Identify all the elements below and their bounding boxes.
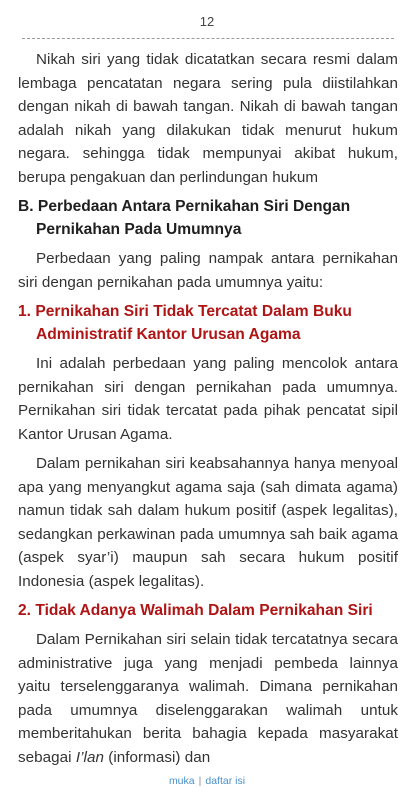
home-link[interactable]: muka	[168, 775, 195, 787]
table-of-contents-link[interactable]: daftar isi	[205, 775, 246, 787]
item2-text-after: (informasi) dan	[103, 748, 211, 766]
item2-text-before: Dalam Pernikahan siri selain tidak tercatatnya secara administrative juga yang menjadi pembeda lainnya yaitu terselenggaranya walimah. Dimana pernikahan pada umumnya diselenggarakan walimah untuk memberitahukan berita bahagia kepada masyarakat sebagai	[18, 631, 398, 766]
item1-paragraph-1: Ini adalah perbedaan yang paling mencolok antara pernikahan siri dengan pernikahan pada umumnya. Pernikahan siri tidak tercatat pada pihak pencatat sipil Kantor Urusan Agama.	[18, 355, 398, 443]
footer-separator: |	[198, 775, 202, 787]
footer-nav	[0, 775, 414, 787]
header-divider	[22, 38, 394, 39]
item-heading-2: 2. Tidak Adanya Walimah Dalam Pernikahan Siri	[18, 602, 373, 619]
section-b-intro: Perbedaan yang paling nampak antara pernikahan siri dengan pernikahan pada umumnya yaitu:	[18, 250, 398, 291]
item-heading-1: 1. Pernikahan Siri Tidak Tercatat Dalam Buku Administratif Kantor Urusan Agama	[18, 303, 352, 343]
item1-paragraph-2: Dalam pernikahan siri keabsahannya hanya menyoal apa yang menyangkut agama saja (sah dimata agama) namun tidak sah dalam hukum positif (aspek legalitas), sedangkan perkawinan pada umumnya sah baik agama (aspek syar’i) maupun sah secara hukum positif Indonesia (aspek legalitas).	[18, 455, 398, 590]
page-content	[18, 48, 398, 775]
section-heading-b: B. Perbedaan Antara Pernikahan Siri Dengan Pernikahan Pada Umumnya	[18, 198, 351, 238]
item2-italic-term: I’lan	[75, 748, 104, 766]
paragraph-nikah-siri: Nikah siri yang tidak dicatatkan secara resmi dalam lembaga pencatatan negara sering pula diistilahkan dengan nikah di bawah tangan. Nikah di bawah tangan adalah nikah yang dilakukan tidak menurut hukum negara. sehingga tidak mempunyai akibat hukum, berupa pengakuan dan perlindungan hukum	[18, 51, 398, 186]
item2-paragraph-1	[18, 628, 398, 769]
page-number: 12	[199, 14, 215, 29]
